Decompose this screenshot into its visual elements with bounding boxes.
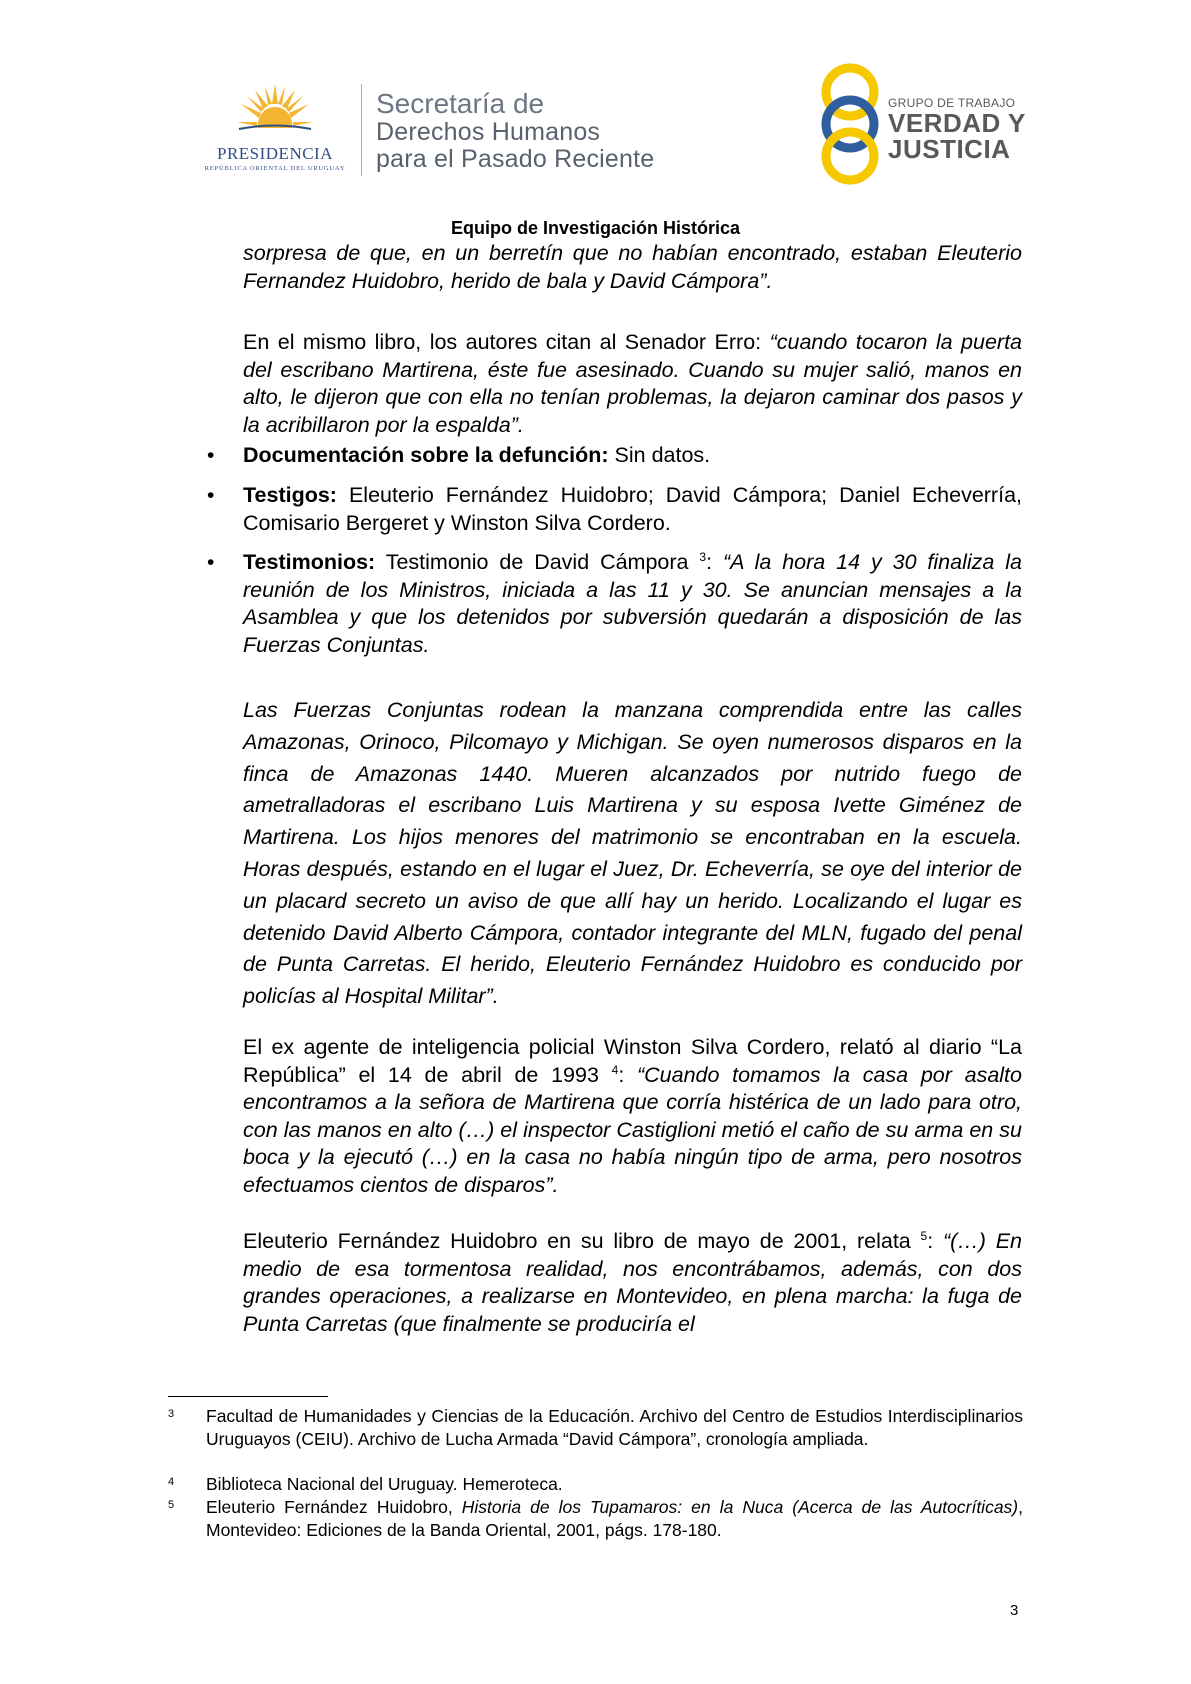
testimonios-quote: “A la hora 14 y 30 finaliza la reunión de los Ministros, iniciada a las 11 y 30. Se anuncian mensajes a la Asamblea y que los detenidos por subversión quedarán a disposición de las Fuerzas Conjuntas.	[243, 550, 1022, 657]
defuncion-text: Sin datos.	[608, 443, 711, 467]
footnote-author: Eleuterio Fernández Huidobro,	[206, 1497, 462, 1517]
team-heading: Equipo de Investigación Histórica	[450, 218, 741, 238]
huidobro-lead: Eleuterio Fernández Huidobro en su libro de mayo de 2001, relata	[243, 1229, 921, 1253]
rings-icon	[812, 62, 888, 187]
bullet-testimonios	[243, 549, 1022, 659]
secretaria-line1: Secretaría de	[376, 88, 545, 119]
huidobro-colon: :	[927, 1229, 943, 1253]
testigos-text: Eleuterio Fernández Huidobro; David Cámpora; Daniel Echeverría, Comisario Bergeret y Winston Silva Cordero.	[243, 483, 1022, 535]
secretaria-line3: para el Pasado Reciente	[376, 145, 655, 173]
paragraph-continuation: sorpresa de que, en un berretín que no habían encontrado, estaban Eleuterio Fernandez Huidobro, herido de bala y David Cámpora”.	[243, 241, 1022, 293]
grupo-verdad-label: VERDAD Y	[888, 108, 1026, 138]
grupo-justicia-label: JUSTICIA	[888, 134, 1011, 164]
silva-quote: “Cuando tomamos la casa por asalto encontramos a la señora de Martirena que corría histérica de un lado para otro, con las manos en alto (…) el inspector Castiglioni metió el caño de su arma en su boca y la ejecutó (…) en la casa no había ningún tipo de arma, pero nosotros efectuamos cientos de disparos”.	[243, 1062, 1022, 1197]
footnote-text	[206, 1496, 1023, 1541]
presidencia-subtitle: REPÚBLICA ORIENTAL DEL URUGUAY	[204, 165, 346, 172]
footnote-text: Biblioteca Nacional del Uruguay. Hemeroteca.	[206, 1474, 563, 1494]
grupo-trabajo-logo	[812, 62, 1042, 187]
bullet-testigos	[243, 482, 1022, 537]
footnote-number: 3	[168, 1408, 175, 1420]
presidencia-logo	[195, 82, 355, 177]
header-divider	[361, 84, 362, 176]
footnote-publisher: , Montevideo: Ediciones de la Banda Oriental, 2001, págs. 178-180.	[206, 1497, 1024, 1540]
testimonios-text: Testimonio de David Cámpora	[375, 550, 700, 574]
erro-lead: En el mismo libro, los autores citan al Senador Erro:	[243, 330, 770, 354]
footnote-number: 5	[168, 1499, 175, 1511]
bullet-glyph: •	[207, 551, 215, 574]
bullet-defuncion	[243, 442, 1022, 470]
page-number: 3	[1010, 1602, 1019, 1619]
bullet-glyph: •	[207, 444, 215, 467]
silva-lead: El ex agente de inteligencia policial Winston Silva Cordero, relató al diario “La República” el 14 de abril de 1993	[243, 1035, 1022, 1087]
testigos-label: Testigos:	[243, 483, 337, 507]
paragraph-erro	[243, 329, 1022, 439]
paragraph-huidobro	[243, 1228, 1022, 1338]
testimonios-colon: :	[706, 550, 723, 574]
footnote-ref-5[interactable]: 5	[920, 1228, 928, 1243]
footnote-number: 4	[168, 1476, 175, 1488]
paragraph-fuerzas-conjuntas: Las Fuerzas Conjuntas rodean la manzana comprendida entre las calles Amazonas, Orinoco, Pilcomayo y Michigan. Se oyen numerosos disparos en la finca de Amazonas 1440. Mueren alcanzados por nutrido fuego de ametralladoras el escribano Luis Martirena y su esposa Ivette Giménez de Martirena. Los hijos menores del matrimonio se encontraban en la escuela. Horas después, estando en el lugar el Juez, Dr. Echeverría, se oye del interior de un placard secreto un aviso de que allí hay un herido. Localizando el lugar es detenido David Alberto Cámpora, contador integrante del MLN, fugado del penal de Punta Carretas. El herido, Eleuterio Fernández Huidobro es conducido por policías al Hospital Militar”.	[243, 698, 1022, 1009]
silva-colon: :	[618, 1062, 637, 1087]
paragraph-silva-cordero	[243, 1034, 1022, 1199]
sun-icon	[235, 82, 315, 144]
testimonios-label: Testimonios:	[243, 550, 376, 574]
huidobro-quote: “(…) En medio de esa tormentosa realidad, nos encontrábamos, además, con dos grandes operaciones, a realizarse en Montevideo, en plena marcha: la fuga de Punta Carretas (que finalmente se produciría el	[243, 1229, 1023, 1336]
footnote-book-title: Historia de los Tupamaros: en la Nuca (Acerca de las Autocríticas)	[461, 1497, 1019, 1517]
secretaria-line2: Derechos Humanos	[376, 118, 601, 146]
footnote-ref-3[interactable]: 3	[699, 549, 707, 564]
footnote-separator	[168, 1396, 328, 1397]
footnote-text: Facultad de Humanidades y Ciencias de la Educación. Archivo del Centro de Estudios Interdisciplinarios Uruguayos (CEIU). Archivo de Lucha Armada “David Cámpora”, cronología ampliada.	[206, 1406, 1023, 1449]
secretaria-logo-text	[376, 88, 654, 173]
grupo-small-label: GRUPO DE TRABAJO	[888, 96, 1016, 110]
bullet-glyph: •	[207, 484, 215, 507]
erro-quote: “cuando tocaron la puerta del escribano Martirena, éste fue asesinado. Cuando su mujer salió, manos en alto, le dijeron que con ella no tenían problemas, la dejaron caminar dos pasos y la acribillaron por la espalda”.	[243, 330, 1023, 437]
defuncion-label: Documentación sobre la defunción:	[243, 443, 609, 467]
presidencia-title: PRESIDENCIA	[216, 144, 333, 163]
footnote-ref-4[interactable]: 4	[611, 1062, 619, 1077]
